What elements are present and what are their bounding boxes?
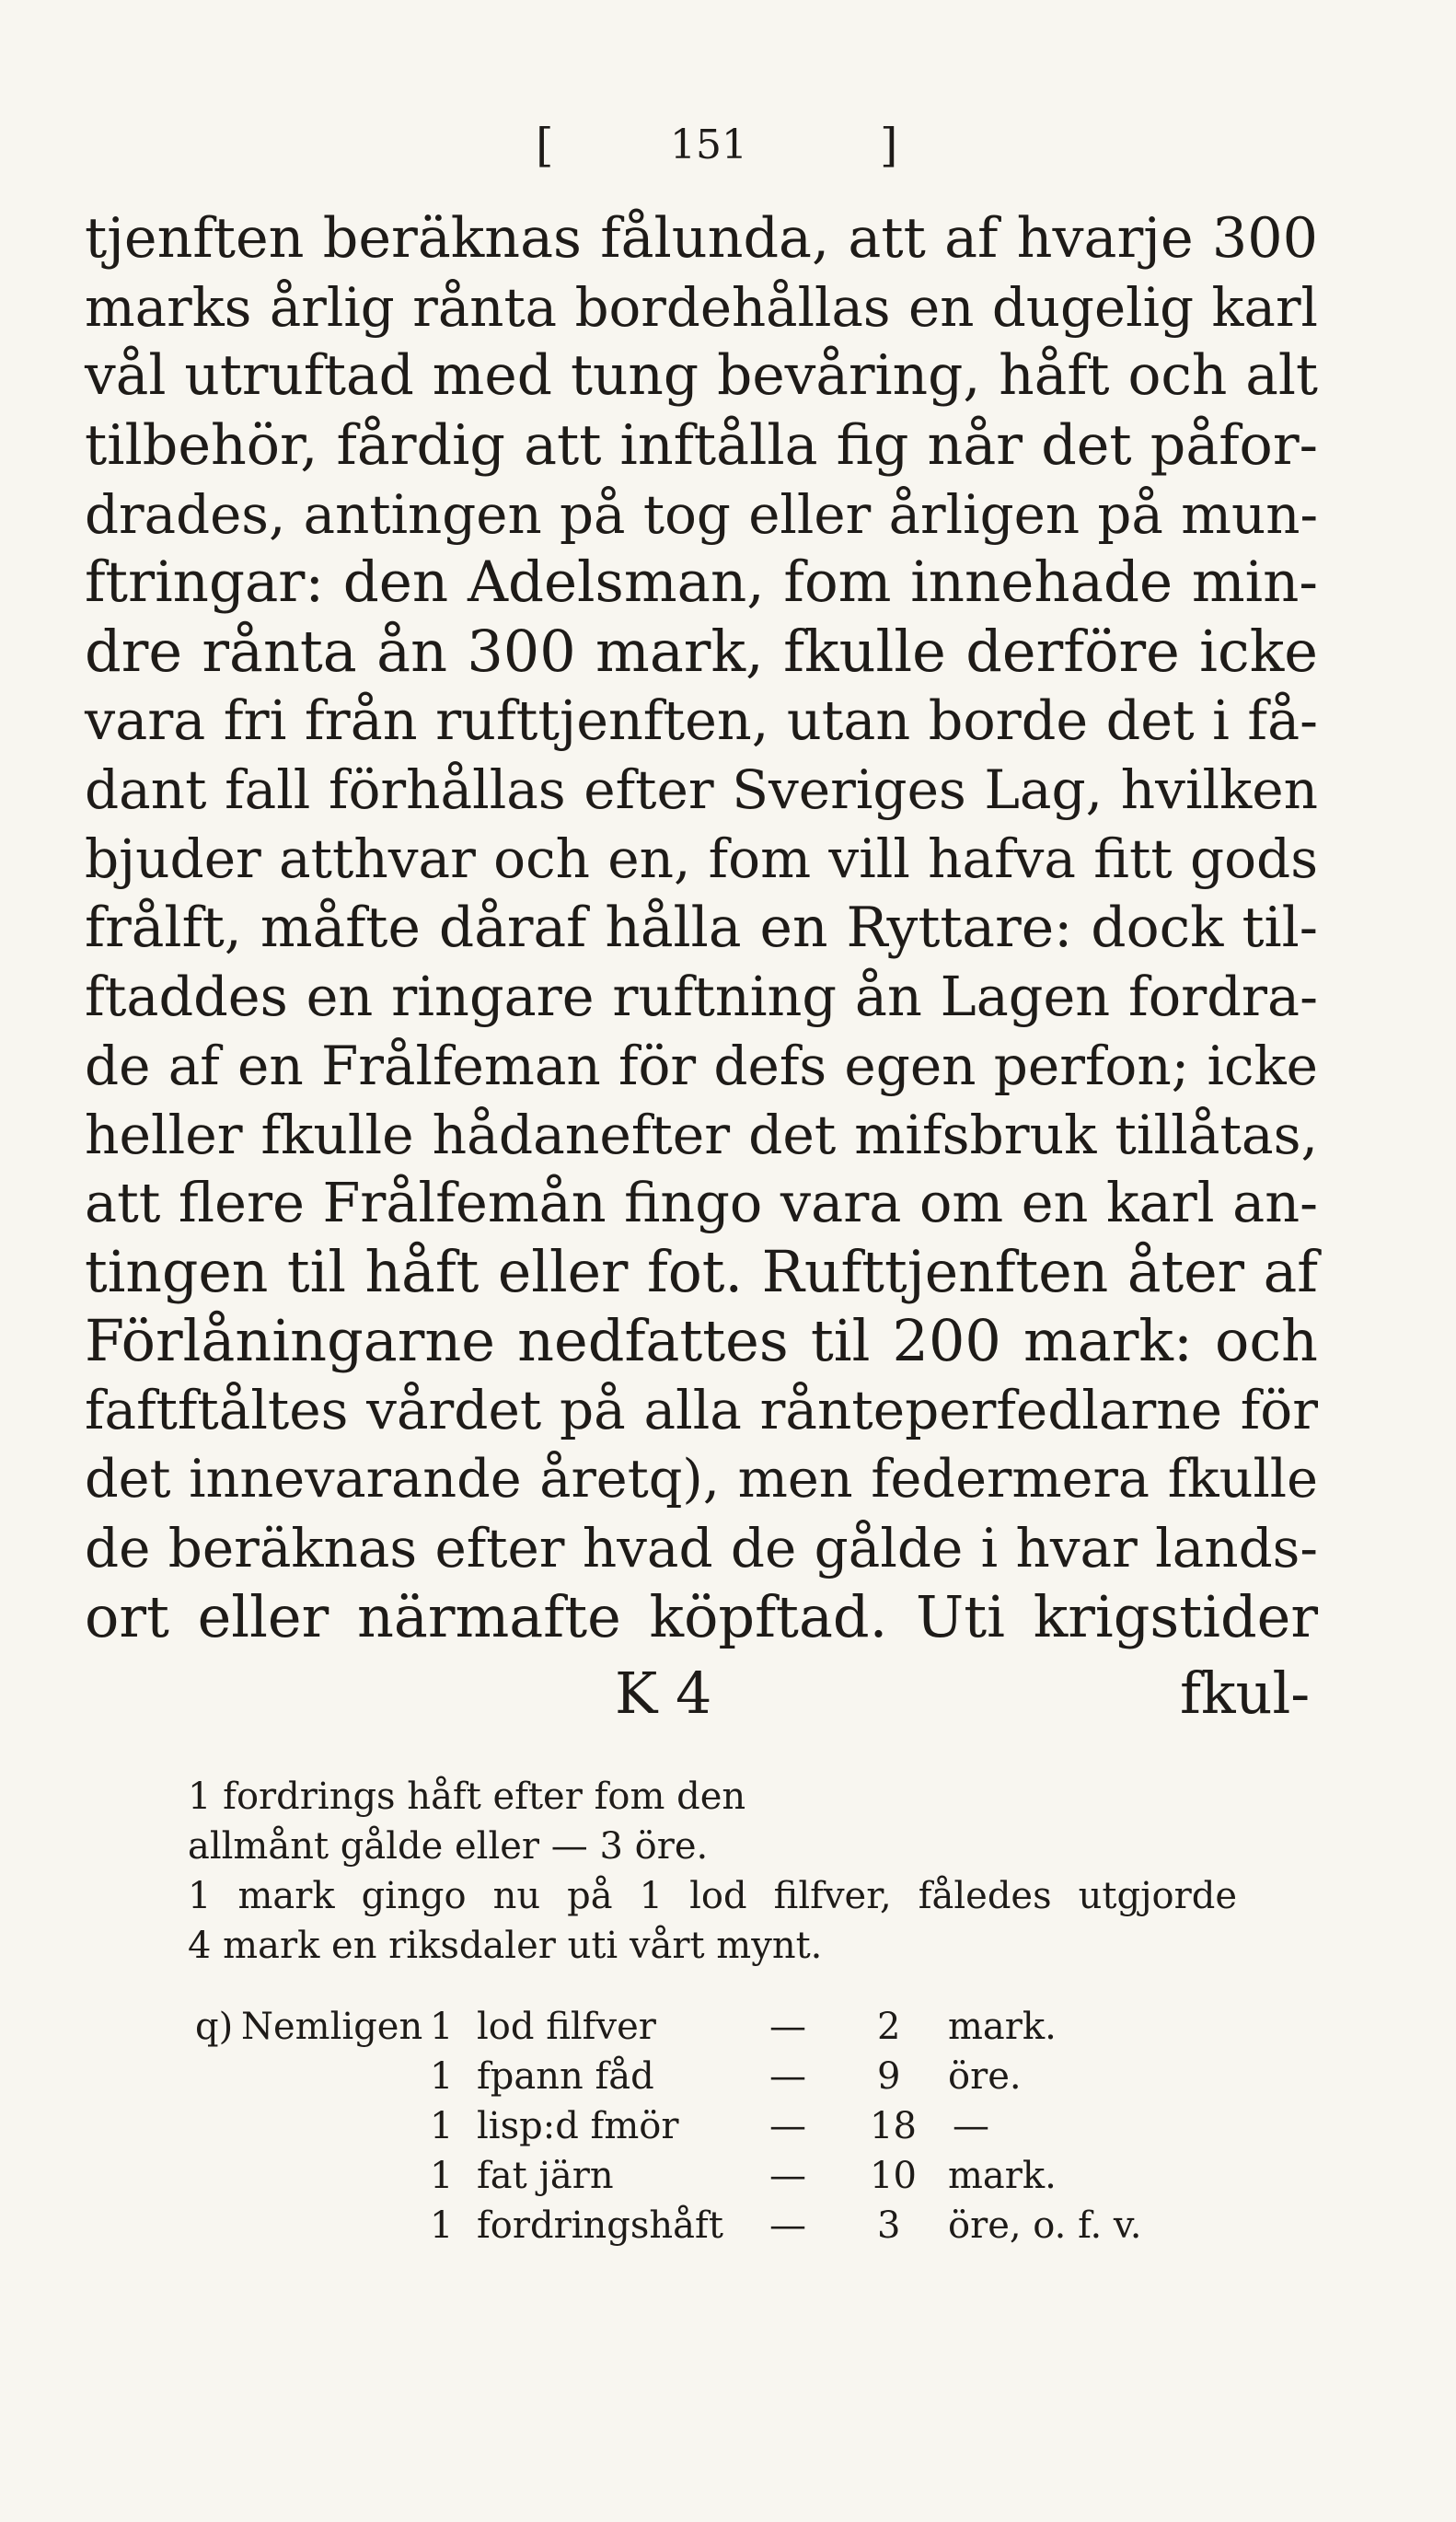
footnote-2-line-2: 4 mark en riksdaler uti vårt mynt. — [188, 1925, 823, 1967]
body-line: de beräknas efter hvad de gålde i hvar lands- — [85, 1516, 1318, 1579]
table-qty: 1 — [430, 2204, 454, 2247]
body-line: dre rånta ån 300 mark, fkulle derföre icke — [85, 618, 1318, 686]
body-text — [85, 204, 1318, 1652]
body-line: Förlåningarne nedfattes til 200 mark: och — [85, 1307, 1318, 1375]
table-item: fpann fåd — [477, 2055, 654, 2098]
body-line: de af en Frålfeman för defs egen perfon; icke — [85, 1034, 1318, 1097]
table-unit: öre. — [948, 2055, 1022, 2098]
table-dash: — — [769, 2055, 806, 2098]
table-row — [0, 2002, 1456, 2052]
table-value: 2 — [877, 2006, 901, 2048]
table-dash: — — [769, 2204, 806, 2247]
table-item: fat järn — [477, 2155, 614, 2197]
table-unit: öre, o. f. v. — [948, 2204, 1142, 2247]
table-unit: mark. — [948, 2155, 1057, 2197]
table-dash: — — [769, 2155, 806, 2197]
table-row — [0, 2052, 1456, 2101]
body-line: drades, antingen på tog eller årligen på mun- — [85, 482, 1318, 546]
table-item: lisp:d fmör — [477, 2105, 679, 2147]
page-header — [515, 109, 939, 182]
table-value: 18 — [870, 2105, 917, 2147]
body-line: vara fri från rufttjenften, utan borde det i få- — [85, 688, 1318, 753]
body-line: ort eller närmafte köpftad. Uti krigstider — [85, 1582, 1318, 1650]
footnote-1-line-2: allmånt gålde eller — 3 öre. — [188, 1825, 709, 1868]
table-item: lod filfver — [477, 2006, 656, 2048]
header-bracket-right: ] — [880, 119, 898, 172]
body-line: frålft, måfte dåraf hålla en Ryttare: dock til- — [85, 895, 1318, 960]
body-line: bjuder atthvar och en, fom vill hafva fitt gods — [85, 827, 1318, 891]
body-line: tilbehör, fårdig att inftålla fig når det påfor- — [85, 412, 1318, 478]
catchword: fkul- — [1180, 1660, 1311, 1727]
body-line: ftringar: den Adelsman, fom innehade min- — [85, 550, 1318, 616]
body-line: tjenften beräknas fålunda, att af hvarje 300 — [85, 206, 1318, 271]
table-unit: mark. — [948, 2006, 1057, 2048]
body-line: det innevarande åretq), men federmera fkulle — [85, 1448, 1318, 1510]
body-line: faftftåltes vårdet på alla rånteperfedlarne för — [85, 1379, 1318, 1442]
table-row — [0, 2101, 1456, 2151]
footnote-2-line-1: 1 mark gingo nu på 1 lod filfver, fåledes utgjorde — [188, 1875, 1237, 1917]
body-line: dant fall förhållas efter Sveriges Lag, hvilken — [85, 758, 1318, 822]
body-line: ftaddes en ringare ruftning ån Lagen fordra- — [85, 964, 1318, 1028]
body-line: tingen til håft eller fot. Rufttjenften åter af — [85, 1239, 1318, 1306]
table-unit: — — [953, 2105, 989, 2147]
body-line: marks årlig rånta bordehållas en dugelig karl — [85, 275, 1318, 339]
table-dash: — — [769, 2006, 806, 2048]
table-dash: — — [769, 2105, 806, 2147]
table-value: 10 — [870, 2155, 917, 2197]
footnote-marker: q) — [195, 2006, 234, 2048]
table-label: Nemligen — [241, 2006, 423, 2048]
body-line: heller fkulle hådanefter det mifsbruk tillåtas, — [85, 1103, 1318, 1166]
page-number: 151 — [670, 121, 747, 168]
catch-line — [0, 1657, 1456, 1730]
body-line: vål utruftad med tung bevåring, håft och alt — [85, 343, 1318, 408]
footnote-1-line-1: 1 fordrings håft efter fom den — [188, 1776, 746, 1818]
table-item: fordringshåft — [477, 2204, 723, 2247]
table-qty: 1 — [430, 2105, 454, 2147]
table-value: 3 — [877, 2204, 901, 2247]
signature-mark: K 4 — [615, 1660, 712, 1727]
table-qty: 1 — [430, 2006, 454, 2048]
table-row — [0, 2201, 1456, 2250]
header-bracket-left: [ — [536, 119, 554, 172]
table-qty: 1 — [430, 2155, 454, 2197]
table-qty: 1 — [430, 2055, 454, 2098]
body-line: att flere Frålfemån fingo vara om en karl an- — [85, 1171, 1318, 1235]
table-row — [0, 2151, 1456, 2201]
table-value: 9 — [877, 2055, 901, 2098]
